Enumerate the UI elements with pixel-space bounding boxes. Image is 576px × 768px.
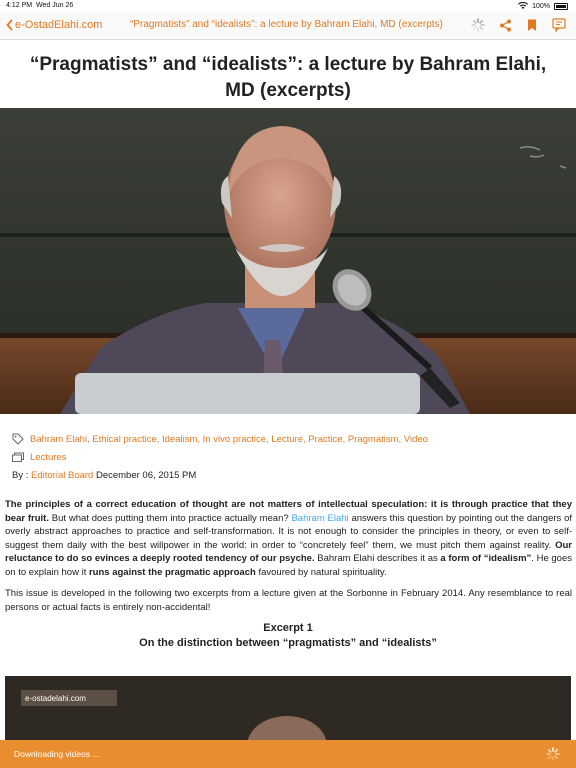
intro-bold-3: a form of “idealism” <box>440 553 532 564</box>
back-button-label: e-OstadElahi.com <box>15 19 103 31</box>
video-watermark-logo: e-ostadelahi.com <box>21 690 117 706</box>
excerpt-subtitle: On the distinction between “pragmatists” and “idealists” <box>139 637 437 649</box>
battery-percent: 100% <box>532 2 550 10</box>
intro-text-2: answers this question by pointing out the dangers of overly abstract approaches to practice and self-transformation. It is not enough to consider the principles in theory, or even to self-suggest them daily with the best willpower in the world: in order to “concretely feel” them, we must pitch them against reality. <box>5 512 572 551</box>
intro-bold-2: Our reluctance to do so evinces a deeply rooted tendency of our psyche. <box>5 539 572 564</box>
article-title: “Pragmatists” and “idealists”: a lecture by Bahram Elahi, MD (excerpts) <box>29 54 547 101</box>
intro-text-3: Bahram Elahi describes it as <box>314 553 441 564</box>
chevron-left-icon <box>6 19 14 31</box>
download-spinner-icon <box>546 747 560 766</box>
excerpt-title: Excerpt 1 <box>263 622 313 634</box>
back-button[interactable] <box>6 19 102 31</box>
loading-spinner-icon <box>471 18 485 32</box>
hero-image <box>0 108 576 414</box>
intro-text-4: . He goes on to explain how it <box>5 553 572 578</box>
video-player[interactable] <box>5 676 571 740</box>
excerpt-heading <box>0 621 576 651</box>
tag-icon <box>12 433 26 445</box>
download-status-bar <box>0 740 576 768</box>
bookmark-icon[interactable] <box>525 18 539 32</box>
author-link[interactable]: Editorial Board <box>31 469 94 481</box>
battery-icon <box>554 3 568 10</box>
author-inline-link[interactable]: Bahram Elahi <box>291 512 349 524</box>
intro-bold-4: runs against the pragmatic approach <box>88 566 256 578</box>
share-icon[interactable] <box>498 18 512 32</box>
download-status-label: Downloading videos ... <box>14 749 100 759</box>
category-link[interactable]: Lectures <box>30 451 67 463</box>
intro-bold-1: The principles of a correct education of thought are not matters of intellectual speculation: it is through practice that they bear fruit. <box>5 499 572 524</box>
article-meta <box>12 430 568 484</box>
comments-icon[interactable] <box>552 18 566 32</box>
folder-icon <box>12 452 26 462</box>
intro-text-5: favoured by natural spirituality. <box>255 566 387 578</box>
status-date: Wed Jun 26 <box>36 2 74 9</box>
intro-text-1: But what does putting them into practice actually mean? <box>48 512 292 524</box>
byline-row <box>12 466 568 484</box>
status-time: 4:12 PM <box>6 2 33 9</box>
tags-row <box>12 430 568 448</box>
nav-title: “Pragmatists” and “idealists”: a lecture by Bahram Elahi, MD (excerpts) <box>130 19 443 30</box>
category-row <box>12 448 568 466</box>
nav-actions <box>471 18 566 32</box>
by-label: By : <box>12 469 29 481</box>
tags-list[interactable]: Bahram Elahi, Ethical practice, Idealism, In vivo practice, Lecture, Practice, Pragmatism, Video <box>30 433 428 445</box>
wifi-icon <box>518 2 528 10</box>
status-right <box>518 2 568 10</box>
intro-paragraph <box>5 498 572 579</box>
status-bar <box>0 0 576 12</box>
navigation-bar <box>0 12 576 40</box>
publish-date: December 06, 2015 PM <box>95 469 197 481</box>
article-body <box>5 498 572 622</box>
context-paragraph: This issue is developed in the following two excerpts from a lecture given at the Sorbonne in February 2014. Any resemblance to real persons or actual facts is entirely non-accidental! <box>5 588 572 613</box>
